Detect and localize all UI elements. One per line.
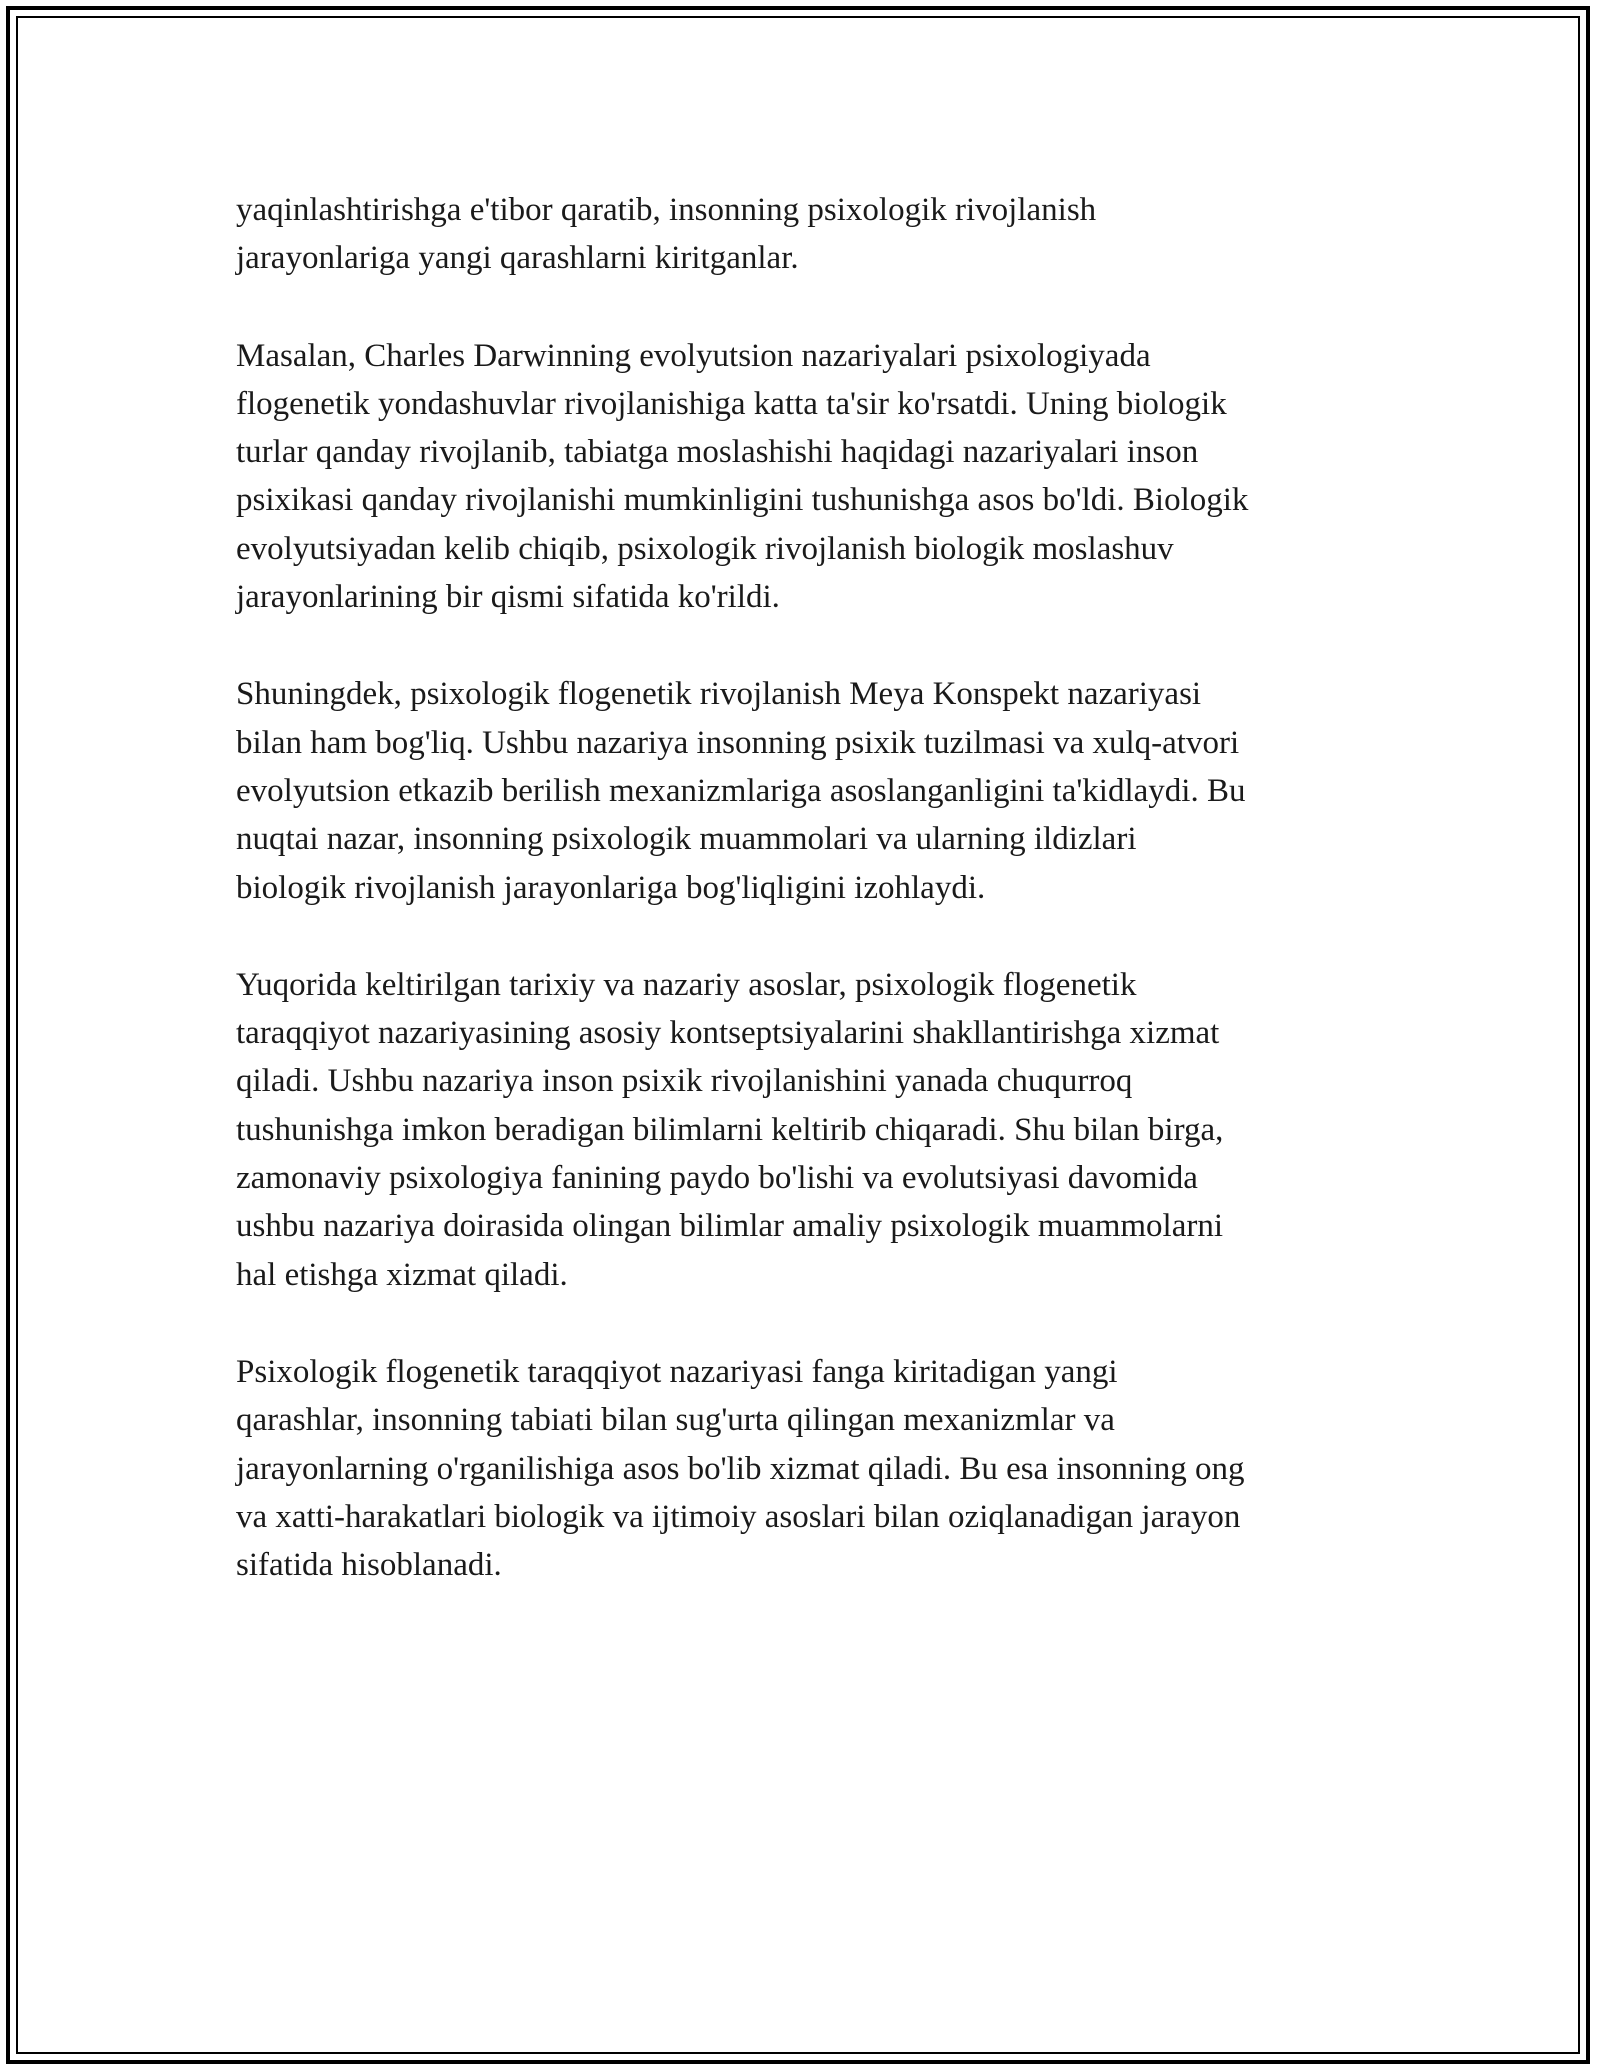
text-line: Masalan, Charles Darwinning evolyutsion nazariyalari psixologiyada [236, 337, 1151, 374]
text-line: evolyutsiyadan kelib chiqib, psixologik rivojlanish biologik moslashuv [236, 530, 1174, 567]
text-line: Shuningdek, psixologik flogenetik rivojlanish Meya Konspekt nazariyasi [236, 676, 1202, 713]
text-line: ushbu nazariya doirasida olingan bilimlar amaliy psixologik muammolarni [236, 1208, 1224, 1245]
text-line: biologik rivojlanish jarayonlariga bog'liqligini izohlaydi. [236, 869, 986, 906]
text-line: qarashlar, insonning tabiati bilan sug'urta qilingan mexanizmlar va [236, 1402, 1115, 1439]
text-line: jarayonlarining bir qismi sifatida ko'rildi. [236, 579, 780, 616]
text-line: zamonaviy psixologiya fanining paydo bo'lishi va evolutsiyasi davomida [236, 1160, 1198, 1197]
text-line: flogenetik yondashuvlar rivojlanishiga katta ta'sir ko'rsatdi. Uning biologik [236, 385, 1227, 422]
text-line: nuqtai nazar, insonning psixologik muammolari va ularning ildizlari [236, 821, 1137, 858]
text-line: qiladi. Ushbu nazariya inson psixik rivojlanishini yanada chuqurroq [236, 1063, 1133, 1100]
text-line: hal etishga xizmat qiladi. [236, 1256, 568, 1293]
paragraph [236, 186, 1376, 283]
text-line: va xatti-harakatlari biologik va ijtimoiy asoslari bilan oziqlanadigan jarayon [236, 1498, 1241, 1535]
text-line: taraqqiyot nazariyasining asosiy kontseptsiyalarini shakllantirishga xizmat [236, 1015, 1220, 1052]
text-line: jarayonlarning o'rganilishiga asos bo'lib xizmat qiladi. Bu esa insonning ong [236, 1450, 1245, 1487]
paragraph [236, 1348, 1376, 1589]
paragraph [236, 961, 1376, 1299]
text-line: bilan ham bog'liq. Ushbu nazariya insonning psixik tuzilmasi va xulq-atvori [236, 724, 1240, 761]
text-line: sifatida hisoblanadi. [236, 1547, 502, 1584]
document-body [236, 186, 1376, 1638]
text-line: evolyutsion etkazib berilish mexanizmlariga asoslanganligini ta'kidlaydi. Bu [236, 772, 1246, 809]
text-line: tushunishga imkon beradigan bilimlarni keltirib chiqaradi. Shu bilan birga, [236, 1111, 1224, 1148]
paragraph [236, 670, 1376, 911]
paragraph [236, 332, 1376, 622]
text-line: jarayonlariga yangi qarashlarni kiritganlar. [236, 240, 799, 277]
text-line: psixikasi qanday rivojlanishi mumkinligini tushunishga asos bo'ldi. Biologik [236, 482, 1249, 519]
text-line: Yuqorida keltirilgan tarixiy va nazariy asoslar, psixologik flogenetik [236, 966, 1137, 1003]
text-line: turlar qanday rivojlanib, tabiatga moslashishi haqidagi nazariyalari inson [236, 434, 1199, 471]
text-line: Psixologik flogenetik taraqqiyot nazariyasi fanga kiritadigan yangi [236, 1353, 1118, 1390]
text-line: yaqinlashtirishga e'tibor qaratib, insonning psixologik rivojlanish [236, 192, 1097, 228]
